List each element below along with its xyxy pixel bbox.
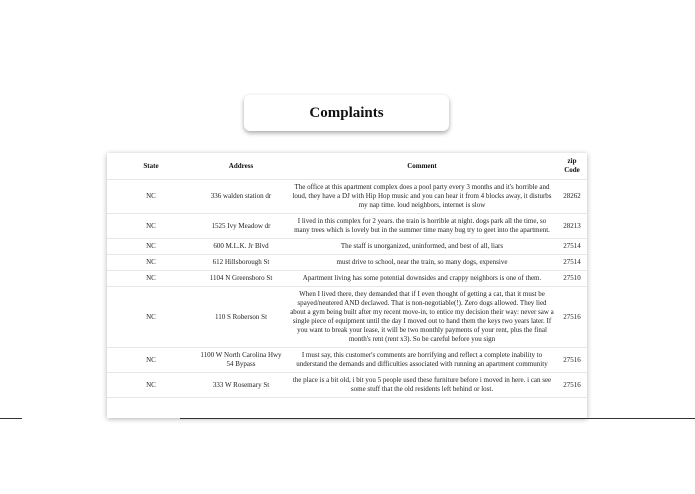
cell-comment: I lived in this complex for 2 years. the train is horrible at night. dogs park all the time, so many trees which is lovely but in the summer time many bug try to geet into the apartment. — [287, 214, 557, 239]
table-row — [107, 255, 587, 271]
cell-state: NC — [107, 255, 195, 271]
cell-zip: 27516 — [557, 373, 587, 398]
complaints-table — [107, 153, 587, 398]
page-title: Complaints — [309, 104, 384, 121]
table-row — [107, 180, 587, 214]
header-address: Address — [195, 153, 287, 180]
cell-comment: must drive to school, near the train, so many dogs, expensive — [287, 255, 557, 271]
cell-comment: Apartment living has some potential downsides and crappy neighbors is one of them. — [287, 271, 557, 287]
table-row — [107, 271, 587, 287]
cell-state: NC — [107, 373, 195, 398]
cell-address: 336 walden station dr — [195, 180, 287, 214]
cell-comment: I must say, this customer's comments are horrifying and reflect a complete inability to understand the demands and difficulties associated with running an apartment community — [287, 348, 557, 373]
cell-zip: 28262 — [557, 180, 587, 214]
cell-zip: 27510 — [557, 271, 587, 287]
table-row — [107, 214, 587, 239]
cell-zip: 27514 — [557, 255, 587, 271]
cell-comment: The office at this apartment complex does a pool party every 3 months and it's horrible and loud, they have a DJ with Hip Hop music and you can hear it from 4 blocks away, it disturbs my nap time. loud neighbors, internet is slow — [287, 180, 557, 214]
table-header-row — [107, 153, 587, 180]
header-comment: Comment — [287, 153, 557, 180]
cell-zip: 27516 — [557, 348, 587, 373]
table-row — [107, 373, 587, 398]
cell-state: NC — [107, 271, 195, 287]
cell-address: 1100 W North Carolina Hwy 54 Bypass — [195, 348, 287, 373]
table-row — [107, 348, 587, 373]
cell-address: 1525 Ivy Meadow dr — [195, 214, 287, 239]
divider-line — [180, 418, 695, 419]
cell-comment: When I lived there, they demanded that if I even thought of getting a cat, that it must be spayed/neutered AND declawed. That is non-negotiable(!). Zero dogs allowed. They lied about a gym being built after my recent move-in, to entice my decision their way: never saw a single piece of equipment until the day I moved out to hand them the keys two years later. If you want to break your lease, it will be two monthly payments of your rent, plus the final month's rent (rent x3). So be careful before you sign — [287, 287, 557, 348]
divider-line — [0, 418, 22, 419]
cell-comment: the place is a bit old, i bit you 5 people used these furniture before i moved in here. i can see some stuff that the old residents left behind or lost. — [287, 373, 557, 398]
cell-address: 110 S Roberson St — [195, 287, 287, 348]
cell-address: 1104 N Greensboro St — [195, 271, 287, 287]
cell-state: NC — [107, 214, 195, 239]
cell-address: 600 M.L.K. Jr Blvd — [195, 239, 287, 255]
cell-address: 333 W Rosemary St — [195, 373, 287, 398]
cell-address: 612 Hillsborough St — [195, 255, 287, 271]
table-row — [107, 239, 587, 255]
cell-state: NC — [107, 287, 195, 348]
cell-state: NC — [107, 180, 195, 214]
header-zip-code: zip Code — [557, 153, 587, 180]
cell-comment: The staff is unorganized, uninformed, and best of all, liars — [287, 239, 557, 255]
title-card — [244, 95, 449, 131]
cell-state: NC — [107, 239, 195, 255]
header-state: State — [107, 153, 195, 180]
cell-zip: 27514 — [557, 239, 587, 255]
cell-zip: 28213 — [557, 214, 587, 239]
table-row — [107, 287, 587, 348]
complaints-table-card — [107, 153, 587, 418]
cell-state: NC — [107, 348, 195, 373]
cell-zip: 27516 — [557, 287, 587, 348]
